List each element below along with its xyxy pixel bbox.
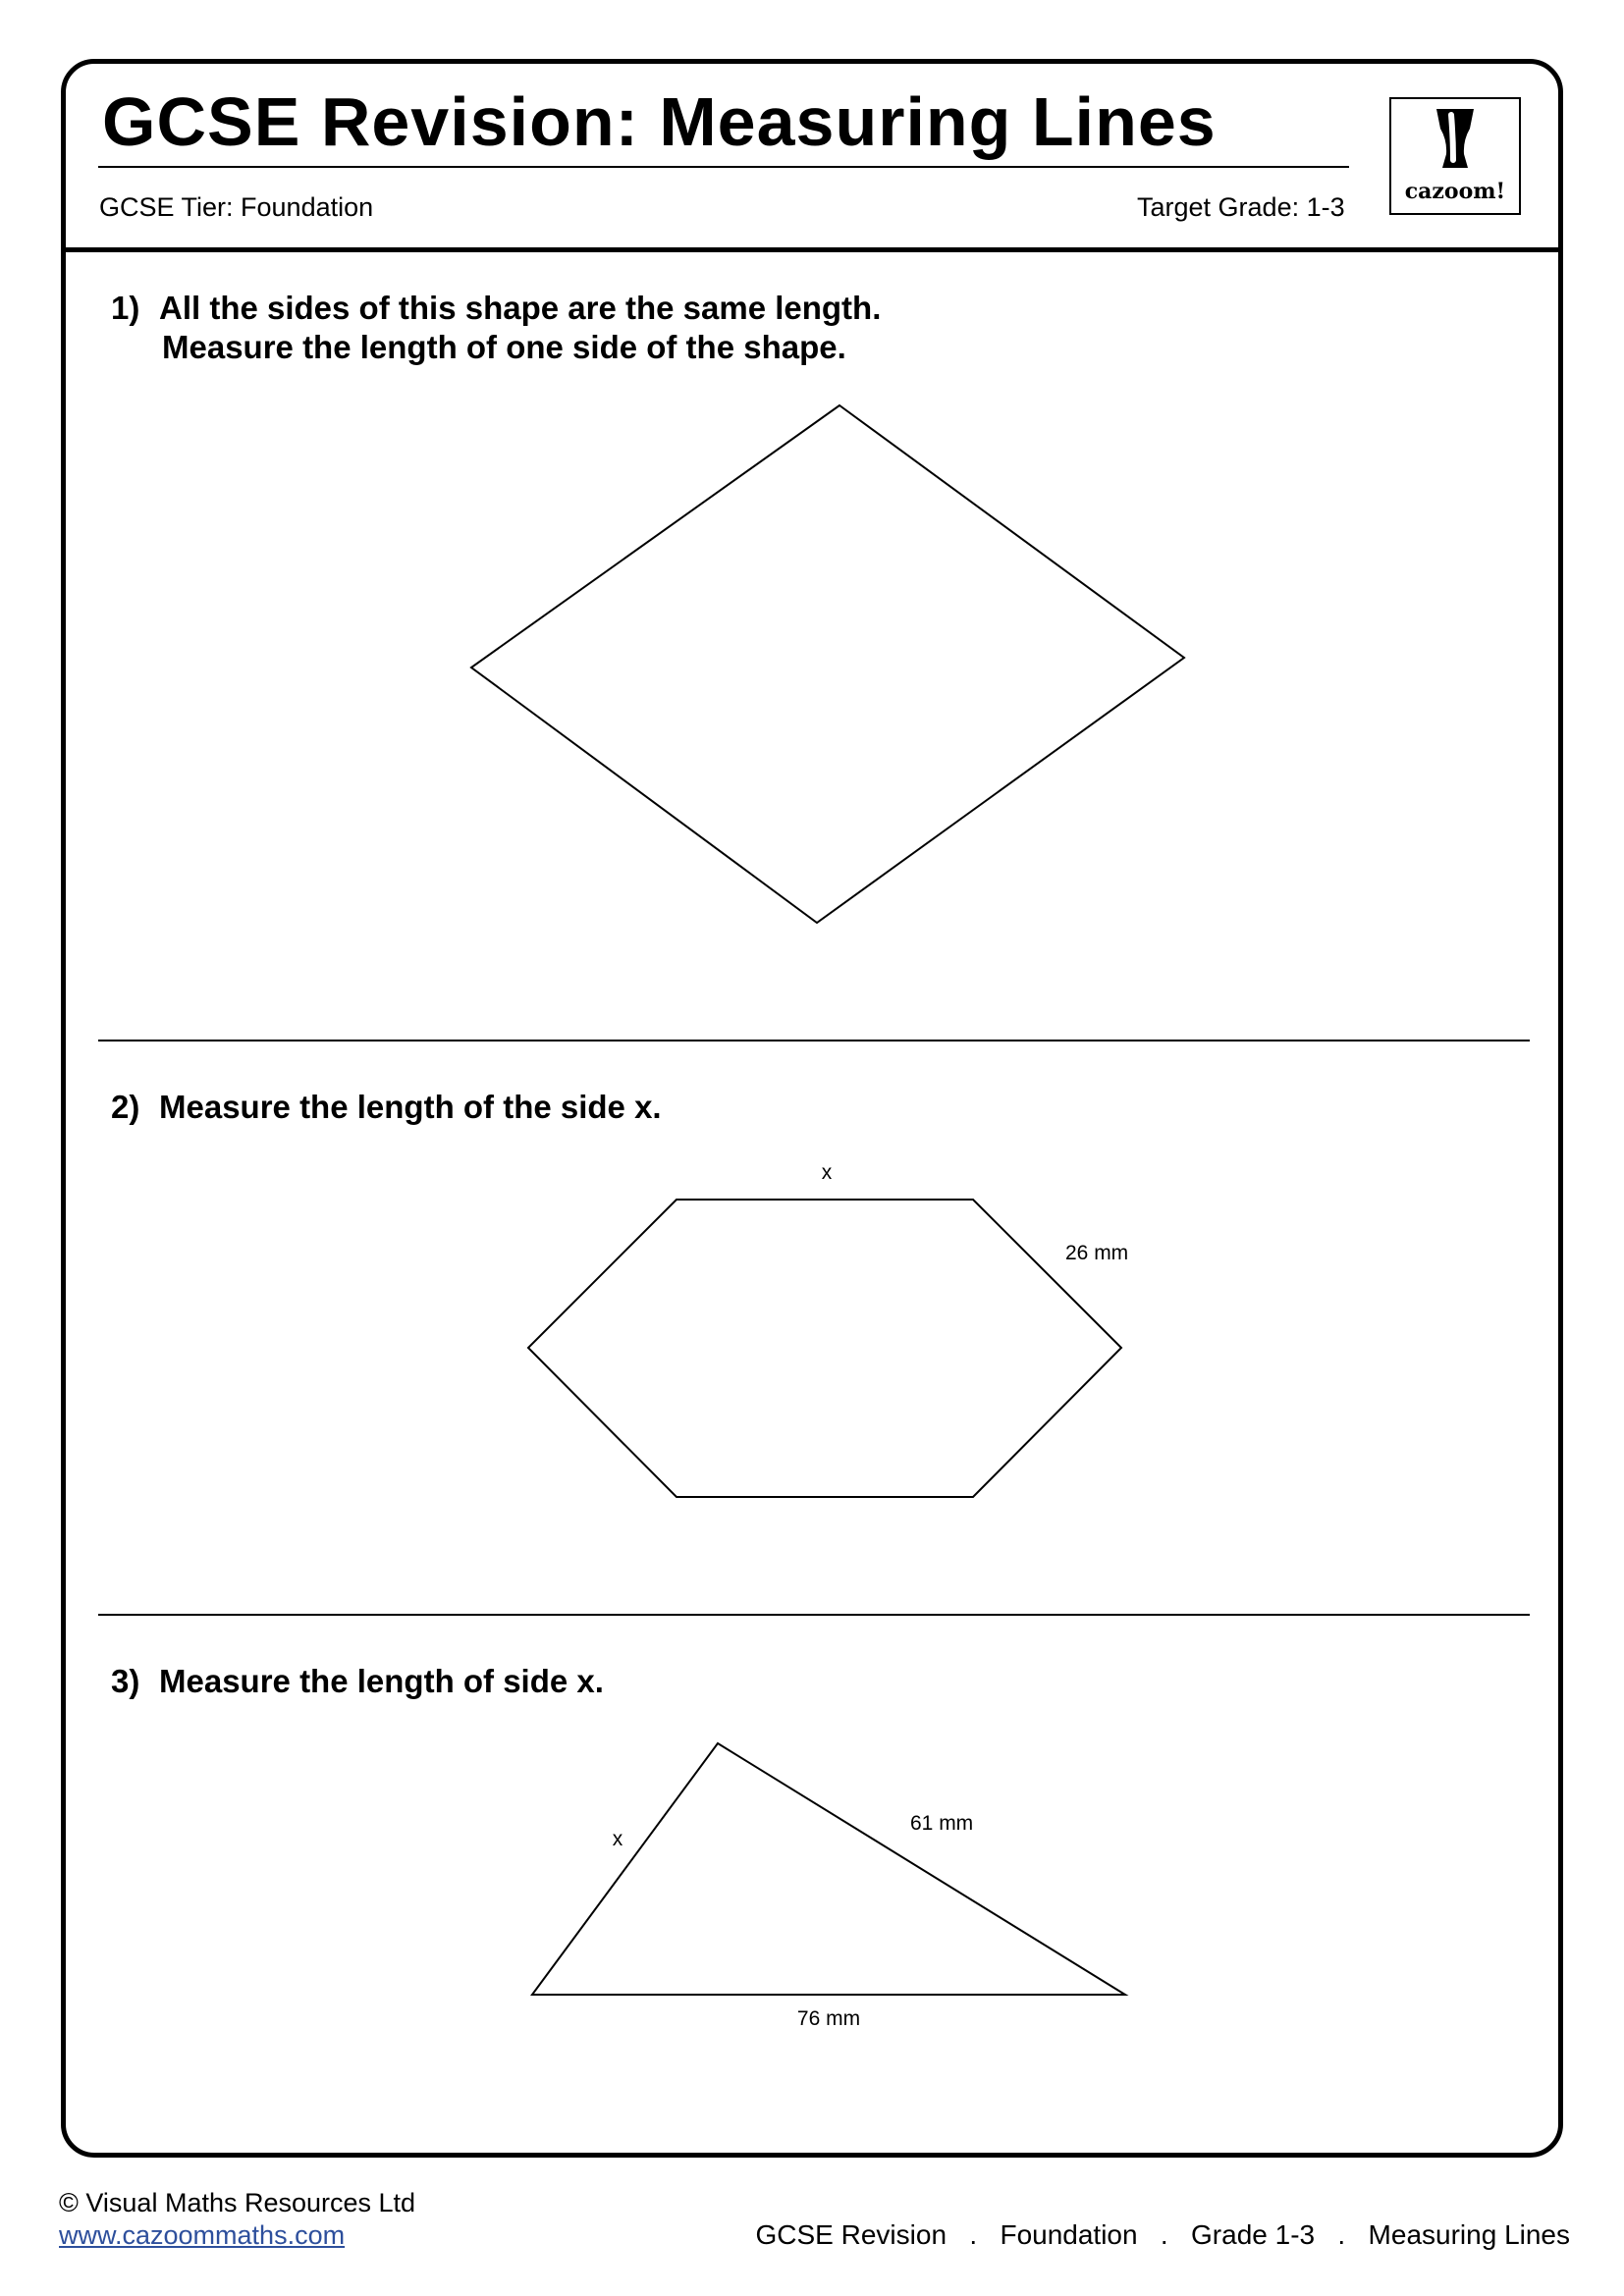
question-text-line-2: Measure the length of one side of the shape. [162, 329, 846, 365]
triangle-side-61-label: 61 mm [910, 1812, 974, 1835]
question-text: Measure the length of side x. [159, 1663, 604, 1699]
target-grade-label: Target Grade: 1-3 [1137, 192, 1345, 222]
footer-breadcrumb: GCSE Revision . Foundation . Grade 1-3 . Measuring Lines [755, 2219, 1570, 2250]
question-number: 1) [111, 290, 140, 326]
tier-label: GCSE Tier: Foundation [99, 192, 374, 222]
question-text: All the sides of this shape are the same length. [159, 290, 882, 326]
question-number: 3) [111, 1663, 140, 1699]
question-text: Measure the length of the side x. [159, 1089, 662, 1125]
copyright-text: © Visual Maths Resources Ltd [59, 2188, 416, 2217]
triangle-side-x-label: x [612, 1828, 623, 1850]
page-title: GCSE Revision: Measuring Lines [102, 83, 1217, 160]
triangle-base-label: 76 mm [796, 2007, 861, 2030]
hexagon-shape [528, 1200, 1121, 1497]
triangle-shape [532, 1743, 1125, 1995]
rhombus-shape [471, 405, 1184, 923]
question-number: 2) [111, 1089, 140, 1125]
website-link[interactable]: www.cazoommaths.com [59, 2220, 346, 2250]
hexagon-side-length-label: 26 mm [1065, 1242, 1129, 1264]
logo-wordmark: cazoom! [1404, 179, 1506, 204]
hexagon-side-x-label: x [821, 1161, 833, 1184]
